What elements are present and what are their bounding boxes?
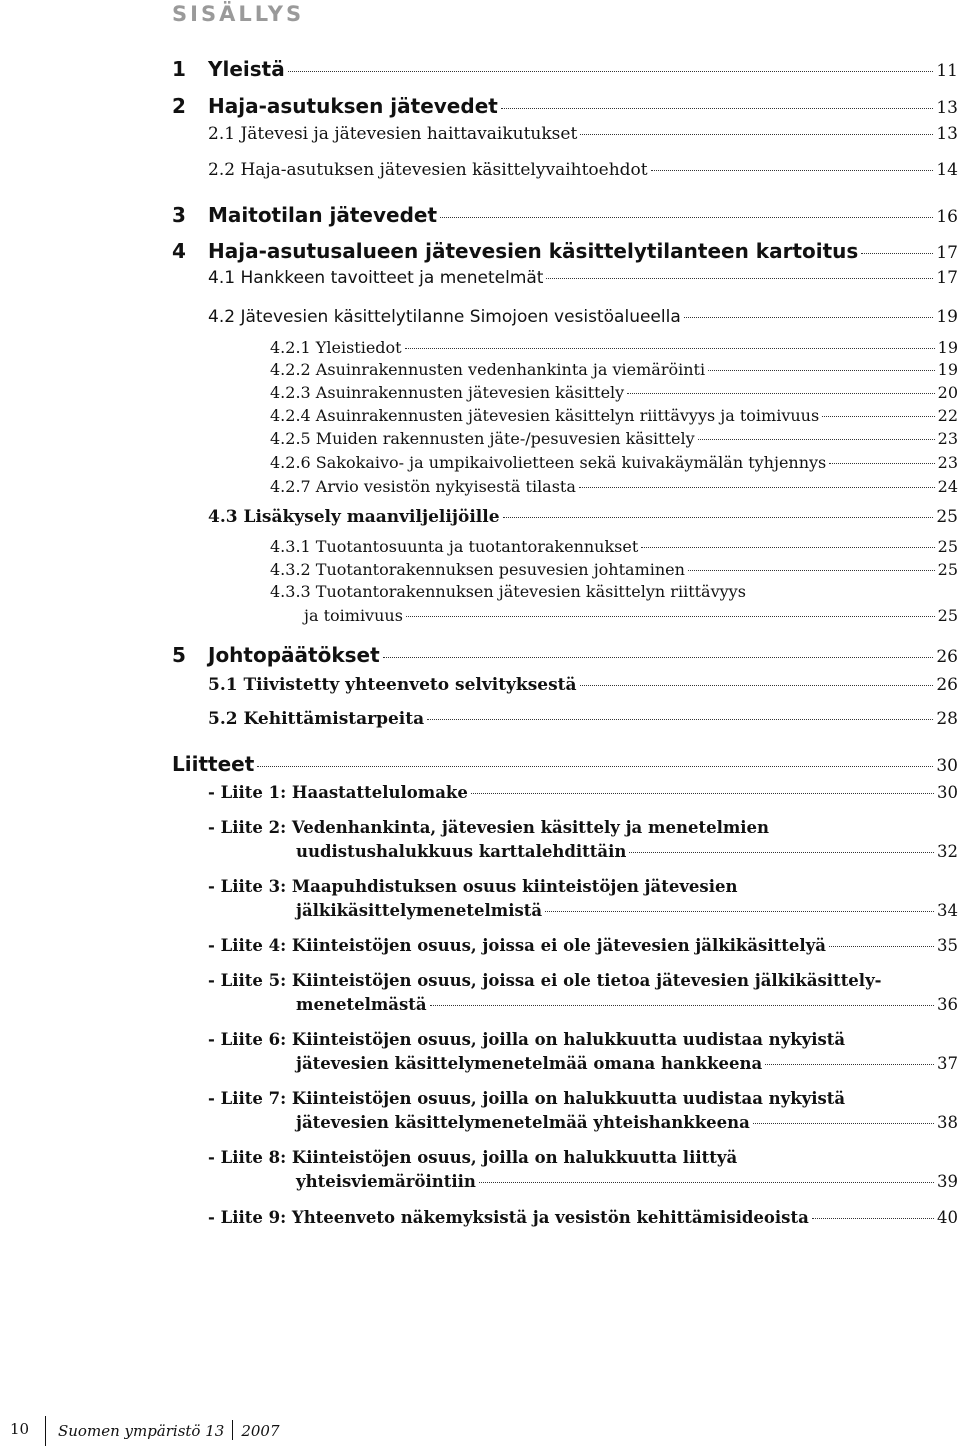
- toc-entry-title: 4.2 Jätevesien käsittelytilanne Simojoen vesistöalueella: [208, 307, 681, 327]
- toc-entry-subsection-4-2-1[interactable]: [270, 338, 958, 357]
- toc-entry-page: 23: [937, 429, 958, 448]
- toc-entry-page: 25: [937, 537, 958, 556]
- toc-entry-title: Yleistä: [208, 57, 285, 81]
- toc-entry-chapter-4[interactable]: [172, 239, 958, 263]
- toc-entry-page: 38: [937, 1113, 958, 1132]
- dot-leader: [829, 946, 934, 947]
- toc-entry-page: 20: [937, 383, 958, 402]
- toc-entry-title: 4.2.1 Yleistiedot: [270, 338, 402, 357]
- toc-entry-title: 4.2.7 Arvio vesistön nykyisestä tilasta: [270, 477, 576, 496]
- toc-entry-page: 34: [937, 901, 958, 920]
- toc-entry-subsection-4-3-3-line1: 4.3.3 Tuotantorakennuksen jätevesien käsittelyn riittävyys: [270, 582, 746, 601]
- dot-leader: [861, 253, 933, 254]
- dot-leader: [405, 348, 935, 349]
- toc-entry-number: 1: [172, 57, 186, 81]
- dot-leader: [440, 217, 933, 218]
- toc-entry-title: 4.2.2 Asuinrakennusten vedenhankinta ja viemäröinti: [270, 360, 706, 379]
- toc-entry-page: 16: [936, 207, 958, 227]
- dot-leader: [580, 685, 934, 686]
- page-footer: [0, 1416, 960, 1446]
- toc-entry-page: 11: [936, 61, 958, 81]
- toc-entry-appendix-3-line1: - Liite 3: Maapuhdistuksen osuus kiinteistöjen jätevesien: [208, 877, 738, 896]
- toc-entry-page: 26: [936, 675, 958, 695]
- toc-entry-appendix-8[interactable]: [296, 1172, 958, 1191]
- toc-entry-title: yhteisviemäröintiin: [296, 1172, 476, 1191]
- dot-leader: [684, 317, 934, 318]
- publication-issue: 13: [205, 1422, 225, 1440]
- dot-leader: [406, 616, 935, 617]
- toc-entry-page: 13: [936, 124, 958, 144]
- toc-entry-title: 4.3 Lisäkysely maanviljelijöille: [208, 507, 500, 527]
- toc-entry-section-2-1[interactable]: [208, 124, 958, 144]
- toc-entry-appendix-7-line1: - Liite 7: Kiinteistöjen osuus, joilla on halukkuutta uudistaa nykyistä: [208, 1089, 846, 1108]
- toc-entry-page: 28: [936, 709, 958, 729]
- toc-entry-page: 24: [937, 477, 958, 496]
- toc-entry-subsection-4-2-7[interactable]: [270, 477, 958, 496]
- toc-heading: SISÄLLYS: [172, 2, 305, 26]
- toc-entry-title: 5.2 Kehittämistarpeita: [208, 709, 425, 729]
- dot-leader: [765, 1064, 934, 1065]
- dot-leader: [546, 278, 933, 279]
- toc-entry-page: 25: [937, 606, 958, 625]
- toc-entry-chapter-1[interactable]: [172, 57, 958, 81]
- toc-entry-subsection-4-3-3[interactable]: [304, 606, 958, 625]
- toc-entry-title: 4.2.6 Sakokaivo- ja umpikaivolietteen sekä kuivakäymälän tyhjennys: [270, 453, 827, 472]
- toc-entry-subsection-4-2-4[interactable]: [270, 406, 958, 425]
- toc-entry-chapter-3[interactable]: [172, 203, 958, 227]
- dot-leader: [545, 911, 934, 912]
- dot-leader: [829, 463, 934, 464]
- toc-entry-page: 14: [936, 160, 958, 180]
- toc-entry-subsection-4-2-6[interactable]: [270, 453, 958, 472]
- toc-entry-number: 2: [172, 94, 186, 118]
- footer-separator: [232, 1420, 233, 1440]
- dot-leader: [651, 170, 934, 171]
- footer-divider: [45, 1416, 46, 1446]
- toc-entry-appendix-5[interactable]: [296, 995, 958, 1014]
- dot-leader: [430, 1005, 934, 1006]
- toc-entry-title: Haja-asutusalueen jätevesien käsittelytilanteen kartoitus: [208, 239, 859, 263]
- footer-publication: [58, 1420, 280, 1440]
- dot-leader: [427, 719, 933, 720]
- toc-entry-section-5-1[interactable]: [208, 675, 958, 695]
- toc-entry-title: 4.3.1 Tuotantosuunta ja tuotantorakennukset: [270, 537, 639, 556]
- dot-leader: [822, 416, 934, 417]
- dot-leader: [708, 370, 935, 371]
- toc-entry-title: 2.2 Haja-asutuksen jätevesien käsittelyvaihtoehdot: [208, 160, 648, 180]
- toc-entry-page: 23: [937, 453, 958, 472]
- toc-entry-page: 36: [937, 995, 958, 1014]
- toc-entry-appendix-2-line1: - Liite 2: Vedenhankinta, jätevesien käsittely ja menetelmien: [208, 818, 770, 837]
- toc-entry-section-4-3[interactable]: [208, 507, 958, 527]
- toc-entry-title: jälkikäsittelymenetelmistä: [296, 901, 543, 920]
- toc-entry-title: 4.1 Hankkeen tavoitteet ja menetelmät: [208, 268, 544, 288]
- toc-entry-page: 19: [937, 360, 958, 379]
- toc-entry-page: 25: [937, 560, 958, 579]
- toc-entry-page: 26: [936, 647, 958, 667]
- dot-leader: [503, 517, 934, 518]
- toc-entry-page: 19: [936, 307, 958, 327]
- toc-entry-title: uudistushalukkuus karttalehdittäin: [296, 842, 627, 861]
- dot-leader: [629, 852, 934, 853]
- toc-entry-appendix-3[interactable]: [296, 901, 958, 920]
- toc-entry-page: 17: [936, 268, 958, 288]
- dot-leader: [479, 1182, 934, 1183]
- toc-entry-appendix-7[interactable]: [296, 1113, 958, 1132]
- toc-entry-title: 4.2.4 Asuinrakennusten jätevesien käsittelyn riittävyys ja toimivuus: [270, 406, 820, 425]
- toc-entry-appendix-8-line1: - Liite 8: Kiinteistöjen osuus, joilla on halukkuutta liittyä: [208, 1148, 738, 1167]
- toc-entry-page: 30: [937, 783, 958, 802]
- toc-entry-title: Johtopäätökset: [208, 643, 380, 667]
- toc-entry-title: 4.2.5 Muiden rakennusten jäte-/pesuvesien käsittely: [270, 429, 695, 448]
- toc-entry-subsection-4-2-2[interactable]: [270, 360, 958, 379]
- toc-entry-appendix-5-line1: - Liite 5: Kiinteistöjen osuus, joissa ei ole tietoa jätevesien jälkikäsittely-: [208, 971, 882, 990]
- toc-entry-title: 5.1 Tiivistetty yhteenveto selvityksestä: [208, 675, 577, 695]
- dot-leader: [698, 439, 935, 440]
- dot-leader: [383, 657, 934, 658]
- toc-entry-title: Haja-asutuksen jätevedet: [208, 94, 498, 118]
- dot-leader: [580, 134, 933, 135]
- dot-leader: [753, 1123, 934, 1124]
- toc-entry-appendices[interactable]: [172, 752, 958, 776]
- toc-entry-title: Liitteet: [172, 752, 255, 776]
- toc-entry-title: - Liite 1: Haastattelulomake: [208, 783, 468, 802]
- toc-entry-page: 13: [936, 98, 958, 118]
- dot-leader: [688, 570, 935, 571]
- toc-entry-page: 19: [937, 338, 958, 357]
- toc-entry-title: 4.3.2 Tuotantorakennuksen pesuvesien johtaminen: [270, 560, 685, 579]
- dot-leader: [641, 547, 934, 548]
- toc-entry-title: - Liite 9: Yhteenveto näkemyksistä ja vesistön kehittämisideoista: [208, 1208, 809, 1227]
- dot-leader: [288, 71, 934, 72]
- toc-entry-number: 5: [172, 643, 186, 667]
- publication-name: Suomen ympäristö: [58, 1422, 201, 1440]
- toc-entry-appendix-4[interactable]: [208, 936, 958, 955]
- toc-entry-subsection-4-2-3[interactable]: [270, 383, 958, 402]
- toc-entry-appendix-9[interactable]: [208, 1208, 958, 1227]
- toc-entry-title: 2.1 Jätevesi ja jätevesien haittavaikutukset: [208, 124, 578, 144]
- toc-entry-subsection-4-3-2[interactable]: [270, 560, 958, 579]
- dot-leader: [812, 1218, 934, 1219]
- toc-entry-appendix-6-line1: - Liite 6: Kiinteistöjen osuus, joilla on halukkuutta uudistaa nykyistä: [208, 1030, 846, 1049]
- toc-entry-page: 35: [937, 936, 958, 955]
- toc-entry-number: 4: [172, 239, 186, 263]
- dot-leader: [579, 487, 935, 488]
- toc-entry-appendix-1[interactable]: [208, 783, 958, 802]
- toc-entry-appendix-6[interactable]: [296, 1054, 958, 1073]
- toc-entry-title: menetelmästä: [296, 995, 427, 1014]
- toc-entry-page: 40: [937, 1208, 958, 1227]
- toc-entry-chapter-5[interactable]: [172, 643, 958, 667]
- footer-page-number: 10: [10, 1420, 30, 1438]
- toc-entry-appendix-2[interactable]: [296, 842, 958, 861]
- toc-entry-number: 3: [172, 203, 186, 227]
- publication-year: 2007: [241, 1422, 280, 1440]
- toc-entry-page: 32: [937, 842, 958, 861]
- toc-entry-section-5-2[interactable]: [208, 709, 958, 729]
- dot-leader: [257, 766, 933, 767]
- toc-entry-page: 30: [936, 756, 958, 776]
- toc-entry-title: jätevesien käsittelymenetelmää omana hankkeena: [296, 1054, 763, 1073]
- toc-entry-section-4-1[interactable]: [208, 268, 958, 288]
- toc-entry-subsection-4-3-1[interactable]: [270, 537, 958, 556]
- dot-leader: [501, 108, 934, 109]
- toc-entry-page: 39: [937, 1172, 958, 1191]
- toc-entry-subsection-4-2-5[interactable]: [270, 429, 958, 448]
- toc-entry-page: 17: [936, 243, 958, 263]
- toc-entry-chapter-2[interactable]: [172, 94, 958, 118]
- dot-leader: [627, 393, 934, 394]
- toc-entry-page: 25: [936, 507, 958, 527]
- toc-entry-title: 4.2.3 Asuinrakennusten jätevesien käsittely: [270, 383, 625, 402]
- toc-entry-title: ja toimivuus: [304, 606, 403, 625]
- dot-leader: [471, 793, 934, 794]
- toc-entry-page: 37: [937, 1054, 958, 1073]
- toc-entry-section-2-2[interactable]: [208, 160, 958, 180]
- toc-entry-page: 22: [937, 406, 958, 425]
- toc-entry-section-4-2[interactable]: [208, 307, 958, 327]
- toc-entry-title: Maitotilan jätevedet: [208, 203, 438, 227]
- toc-entry-title: - Liite 4: Kiinteistöjen osuus, joissa ei ole jätevesien jälkikäsittelyä: [208, 936, 826, 955]
- toc-entry-title: jätevesien käsittelymenetelmää yhteishankkeena: [296, 1113, 750, 1132]
